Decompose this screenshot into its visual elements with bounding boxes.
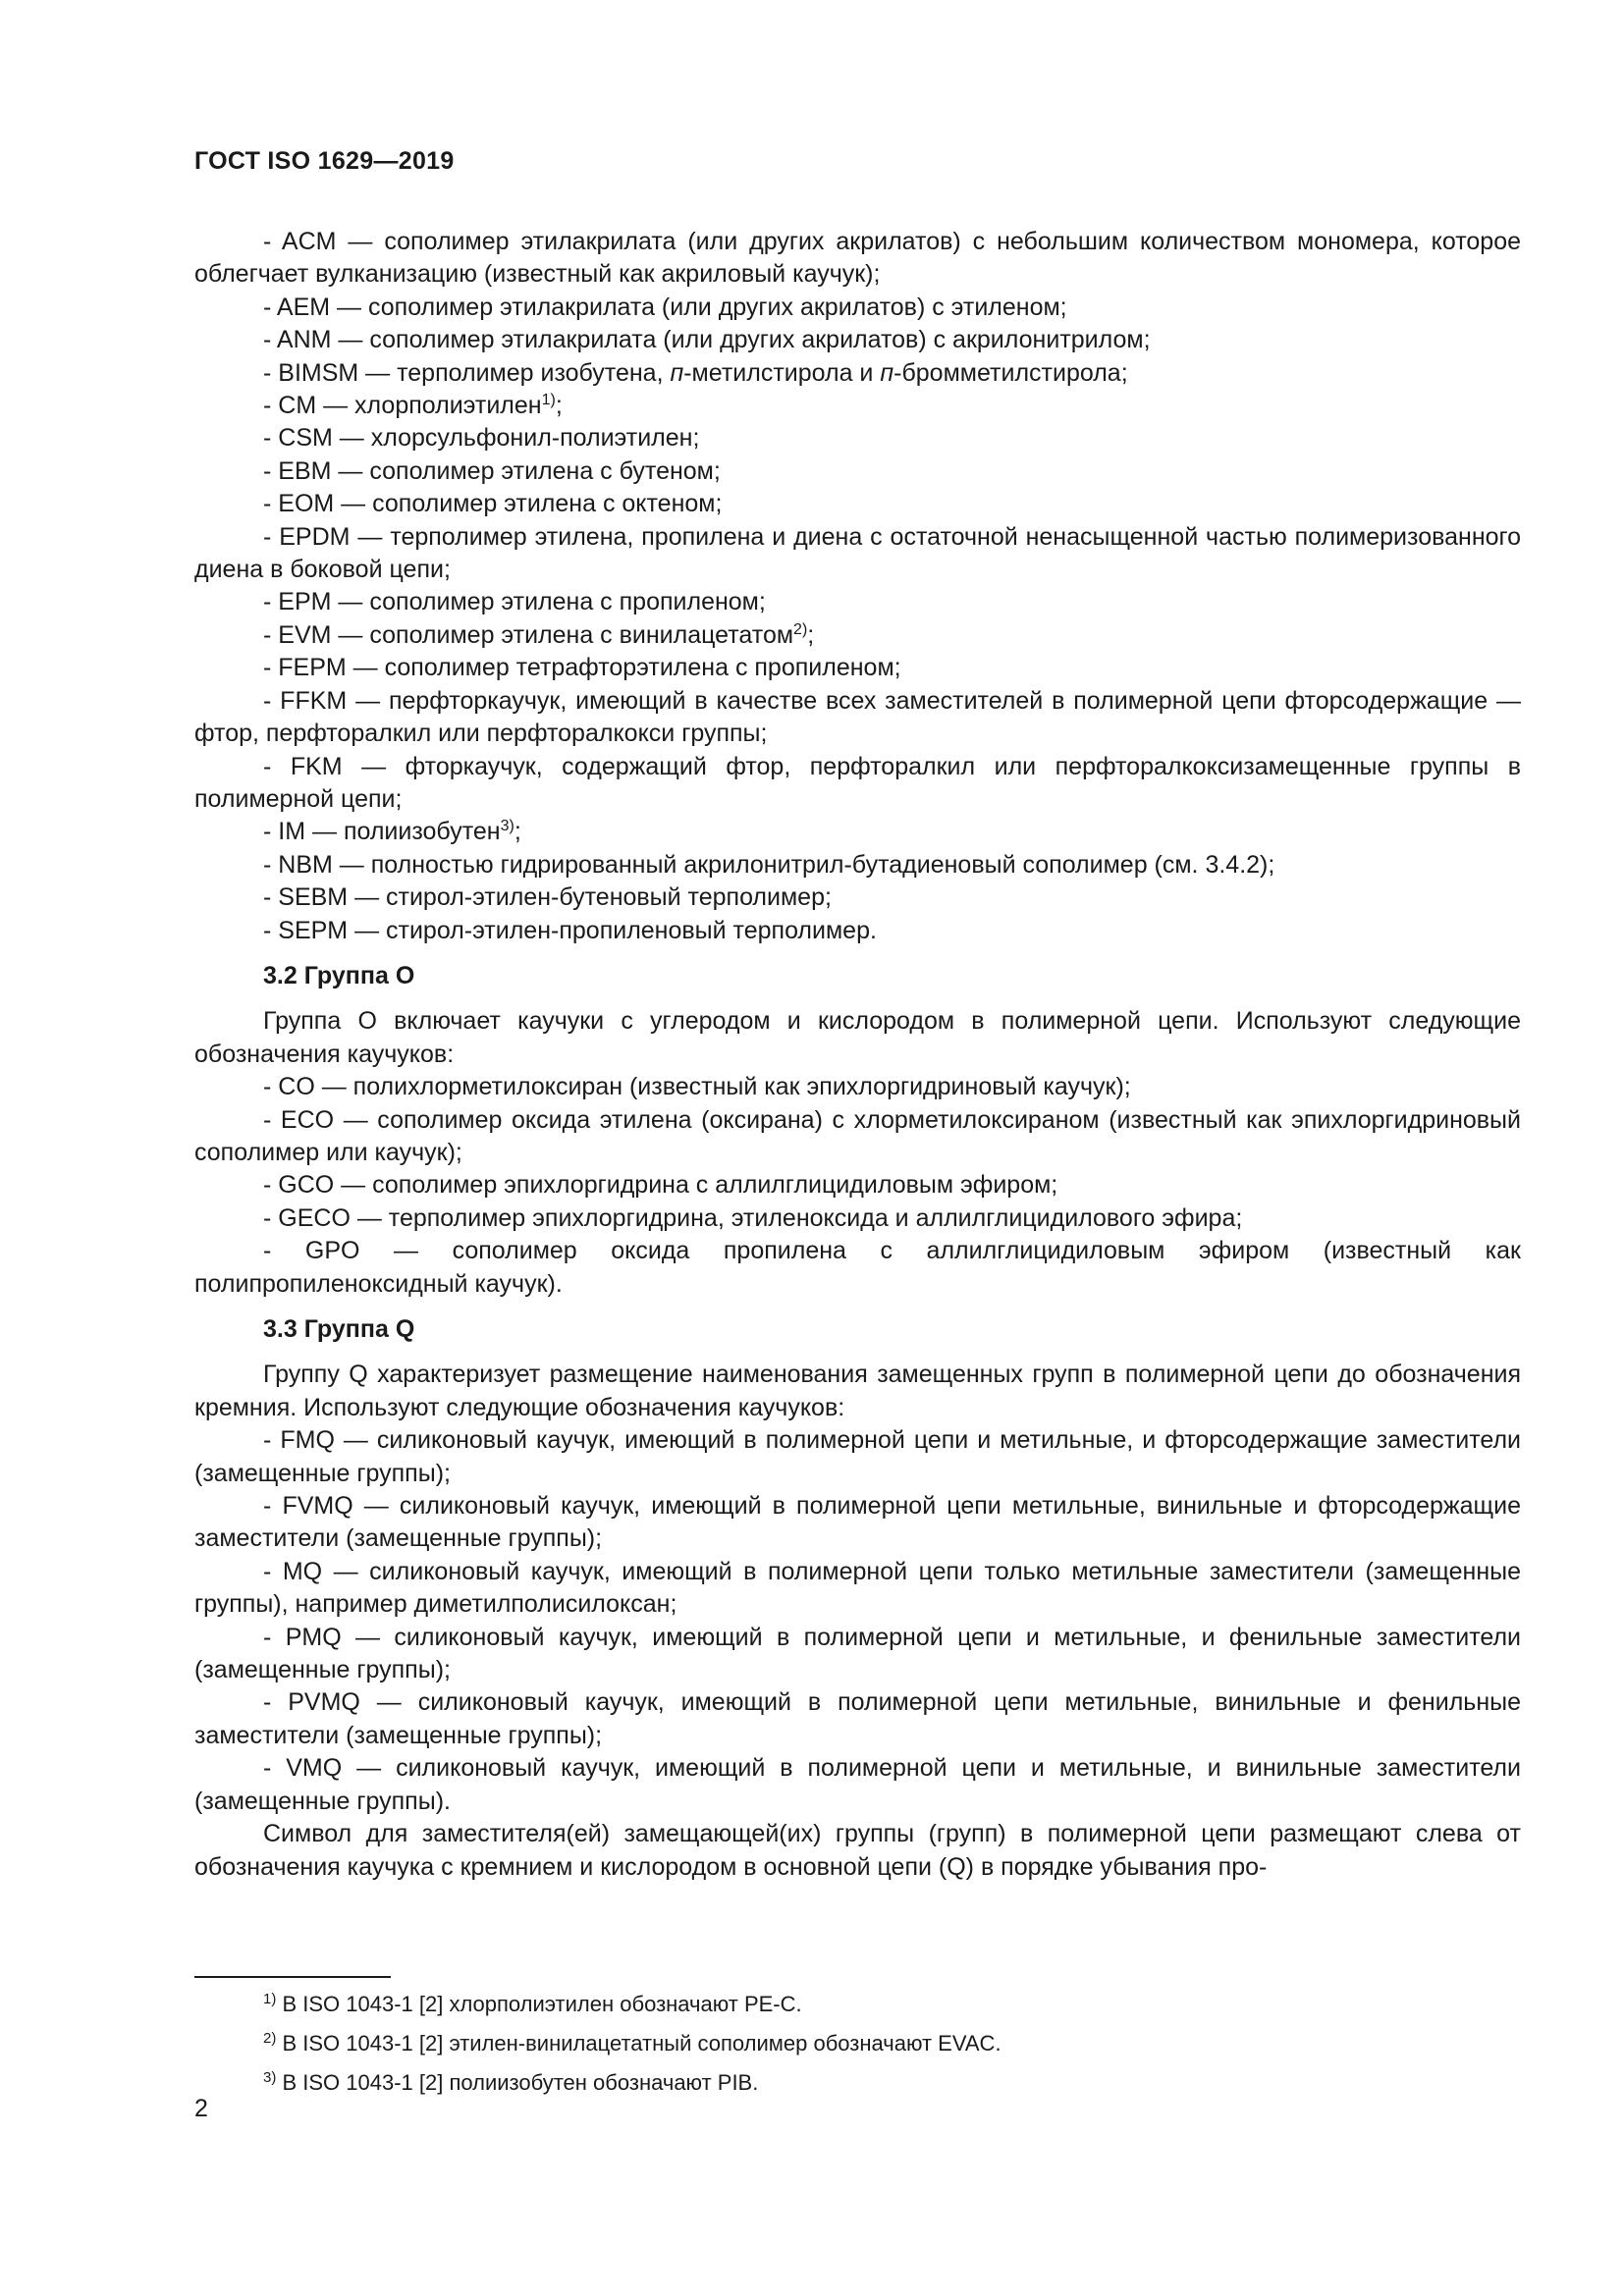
list-item-co: - CO — полихлорметилоксиран (известный как эпихлоргидриновый каучук); (263, 1073, 1131, 1101)
document-header: ГОСТ ISO 1629—2019 (194, 147, 455, 175)
section-q-intro: Группу Q характеризует размещение наименования замещенных групп в полимерной цепи до обозначения кремния. Используют следующие обозначения каучуков: (194, 1361, 1521, 1421)
section-q-closing: Символ для заместителя(ей) замещающей(их) группы (групп) в полимерной цепи размещают слева от обозначения каучука с кремнием и кислородом в основной цепи (Q) в порядке убывания про- (194, 1820, 1521, 1881)
list-item-fmq: - FMQ — силиконовый каучук, имеющий в полимерной цепи и метильные, и фторсодержащие заместители (замещенные группы); (194, 1426, 1521, 1487)
list-item-gpo: - GPO — сополимер оксида пропилена с аллилглицидиловым эфиром (известный как полипропиленоксидный каучук). (194, 1237, 1521, 1298)
list-item-cm: - CM — хлорполиэтилен$^{1)}$; (263, 392, 563, 420)
page-number: 2 (194, 2095, 208, 2122)
list-item-vmq: - VMQ — силиконовый каучук, имеющий в полимерной цепи и метильные, и винильные заместители (замещенные группы). (194, 1754, 1521, 1815)
footnote-ref[interactable]: 3) (500, 818, 514, 835)
footnote-ref[interactable]: 1) (541, 392, 556, 409)
list-item-geco: - GECO — терполимер эпихлоргидрина, этиленоксида и аллилглицидилового эфира; (263, 1203, 1243, 1232)
list-item-aem: - AEM — сополимер этилакрилата (или других акрилатов) с этиленом; (263, 293, 1067, 321)
list-item-epm: - EPM — сополимер этилена с пропиленом; (263, 588, 766, 616)
list-item-csm: - CSM — хлорсульфонил-полиэтилен; (263, 424, 700, 453)
section-heading-group-q: 3.3 Группа Q (263, 1315, 415, 1343)
list-item-fepm: - FEPM — сополимер тетрафторэтилена с пропиленом; (263, 654, 901, 682)
list-item-ffkm: - FFKM — перфторкаучук, имеющий в качестве всех заместителей в полимерной цепи фторсодержащие — фтор, перфторалкил или перфторалкокси группы; (194, 686, 1521, 748)
section-o-intro: Группа О включает каучуки с углеродом и кислородом в полимерной цепи. Используют следующие обозначения каучуков: (194, 1007, 1521, 1068)
footnote-divider (194, 1976, 391, 1978)
list-item-sepm: - SEPM — стирол-этилен-пропиленовый терполимер. (263, 916, 877, 944)
list-item-fkm: - FKM — фторкаучук, содержащий фтор, перфторалкил или перфторалкоксизамещенные группы в полимерной цепи; (194, 752, 1521, 813)
list-item-eco: - ECO — сополимер оксида этилена (оксирана) с хлорметилоксираном (известный как эпихлоргидриновый сополимер или каучук); (194, 1105, 1521, 1166)
list-item-ebm: - EBM — сополимер этилена с бутеном; (263, 456, 721, 485)
list-item-eom: - EOM — сополимер этилена с октеном; (263, 490, 723, 518)
list-item-bimsm: - BIMSM — терполимер изобутена, п-метилстирола и п-бромметилстирола; (263, 358, 1128, 387)
main-content (194, 226, 1521, 1884)
list-item-sebm: - SEBM — стирол-этилен-бутеновый терполимер; (263, 883, 832, 912)
footnote-2: $^{2)}$ В ISO 1043-1 [2] этилен-винилацетатный сополимер обозначают EVAC. (263, 2030, 1001, 2056)
list-item-evm: - EVM — сополимер этилена с винилацетатом$^{2)}$; (263, 620, 815, 649)
list-item-gco: - GCO — сополимер эпихлоргидрина с аллилглицидиловым эфиром; (263, 1171, 1058, 1200)
list-item-anm: - ANM — сополимер этилакрилата (или других акрилатов) с акрилонитрилом; (263, 326, 1151, 354)
list-item-acm: - ACM — сополимер этилакрилата (или других акрилатов) с небольшим количеством мономера, которое облегчает вулканизацию (известный как акриловый каучук); (194, 228, 1522, 289)
list-item-nbm: - NBM — полностью гидрированный акрилонитрил-бутадиеновый сополимер (см. 3.4.2); (263, 850, 1275, 879)
list-item-epdm: - EPDM — терполимер этилена, пропилена и диена с остаточной ненасыщенной частью полимеризованного диена в боковой цепи; (194, 522, 1522, 584)
footnote-1: $^{1)}$ В ISO 1043-1 [2] хлорполиэтилен обозначают PE-C. (263, 1991, 802, 2016)
section-heading-group-o: 3.2 Группа О (263, 961, 415, 989)
list-item-im: - IM — полиизобутен$^{3)}$; (263, 818, 521, 846)
list-item-pmq: - PMQ — силиконовый каучук, имеющий в полимерной цепи и метильные, и фенильные заместители (замещенные группы); (194, 1623, 1521, 1684)
footnote-3: $^{3)}$ В ISO 1043-1 [2] полиизобутен обозначают PIB. (263, 2069, 759, 2095)
list-item-fvmq: - FVMQ — силиконовый каучук, имеющий в полимерной цепи метильные, винильные и фторсодержащие заместители (замещенные группы); (194, 1492, 1521, 1553)
footnote-ref[interactable]: 2) (793, 620, 808, 638)
footnotes (263, 1985, 1520, 2103)
list-item-pvmq: - PVMQ — силиконовый каучук, имеющий в полимерной цепи метильные, винильные и фенильные заместители (замещенные группы); (194, 1688, 1521, 1749)
list-item-mq: - MQ — силиконовый каучук, имеющий в полимерной цепи только метильные заместители (замещенные группы), например диметилполисилоксан; (194, 1557, 1521, 1619)
